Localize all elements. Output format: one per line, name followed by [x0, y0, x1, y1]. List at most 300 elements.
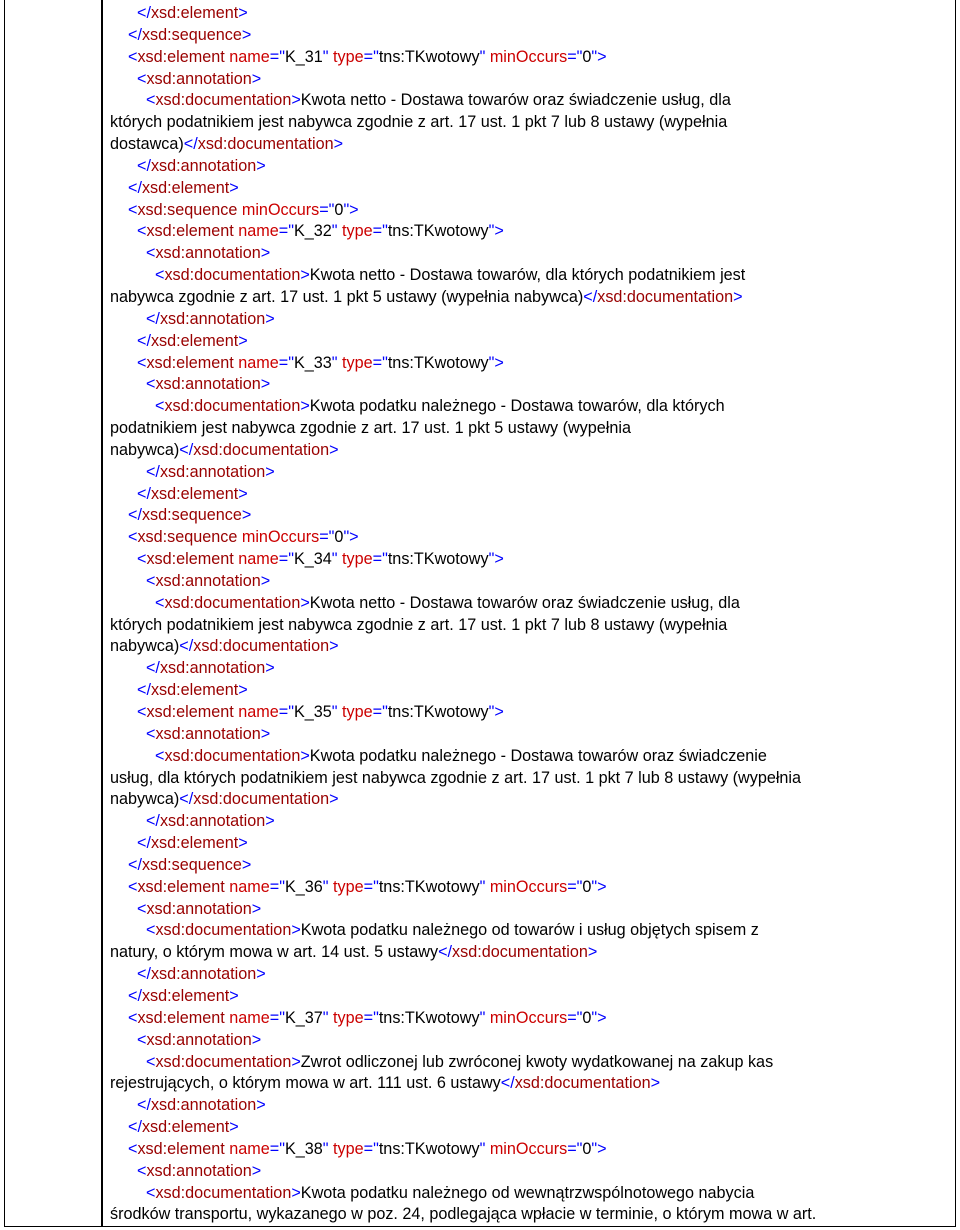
xml-bracket: </ — [110, 812, 160, 831]
xml-text: K_35 — [293, 703, 332, 721]
xml-bracket: </ — [110, 4, 151, 22]
xml-text: tns:TKwotowy — [387, 353, 489, 372]
xml-tag-name: xsd:documentation — [164, 746, 301, 765]
xml-text: K_33 — [293, 353, 332, 372]
xml-bracket: > — [256, 156, 266, 175]
xml-bracket: "> — [591, 47, 607, 66]
xml-bracket: < — [110, 397, 165, 416]
xml-tag-name: xsd:documentation — [514, 1074, 651, 1093]
xml-bracket: < — [110, 1183, 156, 1202]
code-line — [110, 178, 952, 200]
xml-bracket: </ — [179, 790, 194, 809]
xml-attribute-name: name — [233, 550, 279, 569]
xml-bracket: "> — [488, 550, 504, 569]
xml-attribute-name: name — [224, 877, 270, 896]
code-line — [110, 615, 952, 637]
xml-bracket: </ — [110, 659, 160, 678]
xml-tag-name: xsd:element — [150, 681, 239, 700]
xml-text: natury, o którym mowa w art. 14 ust. 5 ustawy — [110, 943, 439, 962]
xml-attribute-name: name — [233, 222, 279, 241]
xml-attribute-name: type — [337, 222, 373, 241]
xml-bracket: > — [260, 375, 271, 394]
xml-text: których podatnikiem jest nabywca zgodnie z art. 17 ust. 1 pkt 7 lub 8 ustawy (wypełnia — [110, 113, 728, 132]
xml-bracket: > — [587, 943, 598, 962]
code-line — [110, 899, 952, 921]
xml-text: Kwota podatku należnego - Dostawa towarów oraz świadczenie — [309, 746, 767, 765]
xml-tag-name: xsd:element — [146, 703, 234, 721]
xml-bracket: </ — [500, 1074, 515, 1093]
xml-attribute-name: name — [224, 47, 270, 66]
xml-bracket: =" — [372, 703, 388, 721]
xml-bracket: " — [479, 1008, 486, 1027]
xml-bracket: </ — [110, 156, 151, 175]
xml-bracket: > — [241, 506, 252, 525]
code-line — [110, 724, 952, 746]
code-line — [110, 527, 952, 549]
xml-attribute-name: type — [337, 550, 373, 569]
xml-bracket: < — [110, 1052, 156, 1071]
xml-tag-name: xsd:element — [150, 331, 239, 350]
xml-tag-name: xsd:annotation — [146, 69, 252, 88]
xml-bracket: =" — [372, 550, 388, 569]
xml-tag-name: xsd:documentation — [197, 135, 334, 154]
xml-bracket: > — [260, 571, 271, 590]
xml-bracket: "> — [591, 877, 607, 896]
xml-bracket: < — [110, 746, 165, 765]
xml-tag-name: xsd:element — [146, 353, 234, 372]
code-line — [110, 353, 952, 375]
code-line — [110, 134, 952, 156]
xml-text: tns:TKwotowy — [387, 550, 489, 569]
xml-bracket: < — [110, 1008, 138, 1027]
xml-bracket: " — [331, 222, 338, 241]
xml-bracket: " — [331, 353, 338, 372]
code-line — [110, 1204, 952, 1226]
xml-attribute-name: type — [328, 1139, 364, 1158]
xml-bracket: "> — [343, 200, 359, 219]
xml-bracket: =" — [567, 1008, 583, 1027]
code-line — [110, 855, 952, 877]
xml-bracket: < — [110, 1161, 147, 1180]
xml-bracket: </ — [110, 462, 160, 481]
xml-attribute-name: type — [337, 353, 373, 372]
xml-text: K_37 — [284, 1008, 323, 1027]
xml-attribute-name: minOccurs — [485, 1008, 568, 1027]
code-line — [110, 1161, 952, 1183]
xml-text: K_38 — [284, 1139, 323, 1158]
xml-bracket: > — [229, 986, 239, 1005]
code-line — [110, 221, 952, 243]
xml-bracket: =" — [269, 1008, 285, 1027]
xml-bracket: </ — [110, 855, 142, 874]
xml-tag-name: xsd:documentation — [193, 440, 330, 459]
xml-text: Kwota podatku należnego od wewnątrzwspólnotowego nabycia — [300, 1183, 755, 1202]
xml-attribute-name: minOccurs — [237, 528, 320, 547]
xml-bracket: =" — [372, 222, 388, 241]
xml-text: Kwota netto - Dostawa towarów, dla których podatnikiem jest — [309, 266, 746, 285]
code-line — [110, 1008, 952, 1030]
xml-bracket: " — [331, 550, 338, 569]
xml-bracket: "> — [591, 1008, 607, 1027]
code-line — [110, 811, 952, 833]
xml-text: Kwota netto - Dostawa towarów oraz świadczenie usług, dla — [300, 91, 731, 110]
xml-bracket: < — [110, 69, 147, 88]
xml-bracket: =" — [269, 47, 285, 66]
xml-bracket: " — [479, 47, 486, 66]
xml-text: tns:TKwotowy — [378, 1008, 480, 1027]
xml-tag-name: xsd:annotation — [159, 309, 266, 328]
xml-bracket: =" — [567, 47, 583, 66]
xml-text: których podatnikiem jest nabywca zgodnie z art. 17 ust. 1 pkt 7 lub 8 ustawy (wypełnia — [110, 615, 728, 634]
xml-tag-name: xsd:annotation — [155, 244, 261, 263]
xml-bracket: > — [333, 135, 344, 154]
xml-bracket: > — [300, 593, 310, 612]
xml-text: K_32 — [293, 222, 332, 241]
code-line — [110, 789, 952, 811]
xml-bracket: > — [329, 790, 339, 809]
xml-text: nabywca) — [110, 637, 180, 656]
xml-tag-name: xsd:annotation — [155, 375, 261, 394]
xml-text: 0 — [582, 1139, 592, 1158]
code-line — [110, 1183, 952, 1205]
xml-bracket: > — [265, 309, 275, 328]
xml-bracket: < — [110, 353, 147, 372]
xml-tag-name: xsd:documentation — [164, 593, 301, 612]
xml-bracket: > — [238, 681, 248, 700]
xml-tag-name: xsd:sequence — [141, 855, 242, 874]
code-line — [110, 3, 952, 25]
xml-bracket: </ — [110, 965, 151, 984]
xml-attribute-name: name — [233, 353, 279, 372]
xml-text: K_36 — [284, 877, 323, 896]
xml-text: Zwrot odliczonej lub zwróconej kwoty wydatkowanej na zakup kas — [300, 1052, 774, 1071]
xml-bracket: </ — [110, 681, 151, 700]
xml-bracket: </ — [110, 331, 151, 350]
xml-attribute-name: type — [328, 1008, 364, 1027]
code-line — [110, 47, 952, 69]
xml-tag-name: xsd:documentation — [155, 1052, 292, 1071]
xml-bracket: </ — [110, 25, 142, 44]
xml-bracket: > — [329, 637, 339, 656]
xml-tag-name: xsd:sequence — [137, 528, 238, 547]
xml-tag-name: xsd:element — [150, 484, 239, 503]
xml-text: nabywca zgodnie z art. 17 ust. 1 pkt 5 ustawy (wypełnia nabywca) — [110, 287, 584, 306]
xml-text: 0 — [582, 47, 592, 66]
xml-bracket: > — [251, 1030, 262, 1049]
xml-tag-name: xsd:element — [146, 222, 234, 241]
xml-text: usług, dla których podatnikiem jest nabywca zgodnie z art. 17 ust. 1 pkt 7 lub 8 ustawy (wypełnia — [110, 768, 802, 787]
code-line — [110, 265, 952, 287]
xml-bracket: </ — [110, 506, 142, 525]
code-line — [110, 877, 952, 899]
xml-bracket: " — [479, 877, 486, 896]
xml-tag-name: xsd:documentation — [164, 266, 301, 285]
xml-bracket: =" — [363, 877, 379, 896]
xml-tag-name: xsd:sequence — [141, 25, 242, 44]
xml-attribute-name: name — [233, 703, 279, 721]
xml-tag-name: xsd:documentation — [155, 91, 292, 110]
xml-tag-name: xsd:documentation — [164, 397, 301, 416]
xml-bracket: > — [733, 287, 743, 306]
xml-bracket: > — [251, 899, 262, 918]
xml-bracket: > — [256, 1096, 266, 1115]
xml-bracket: > — [291, 1183, 301, 1202]
code-line — [110, 156, 952, 178]
xml-bracket: < — [110, 921, 156, 940]
xml-bracket: < — [110, 1030, 147, 1049]
xml-attribute-name: name — [224, 1139, 270, 1158]
xml-text: rejestrujących, o którym mowa w art. 111 ust. 6 ustawy — [110, 1074, 501, 1093]
xml-tag-name: xsd:element — [137, 877, 225, 896]
code-line — [110, 1139, 952, 1161]
xml-bracket: > — [260, 724, 271, 743]
xml-attribute-name: name — [224, 1008, 270, 1027]
left-column-cell — [4, 0, 102, 1227]
xml-bracket: "> — [343, 528, 359, 547]
xml-bracket: < — [110, 375, 156, 394]
xml-bracket: < — [110, 550, 147, 569]
xml-bracket: > — [265, 462, 275, 481]
code-line — [110, 702, 952, 724]
xml-tag-name: xsd:documentation — [155, 921, 292, 940]
code-line — [110, 920, 952, 942]
code-line — [110, 90, 952, 112]
xsd-code-listing — [110, 3, 952, 1226]
code-line — [110, 658, 952, 680]
xml-text: nabywca) — [110, 790, 180, 809]
code-line — [110, 112, 952, 134]
xml-bracket: < — [110, 47, 138, 66]
xml-bracket: =" — [567, 877, 583, 896]
xml-tag-name: xsd:element — [137, 47, 225, 66]
xml-text: Kwota podatku należnego - Dostawa towarów, dla których — [309, 397, 725, 416]
xml-bracket: < — [110, 571, 156, 590]
xml-tag-name: xsd:element — [137, 1008, 225, 1027]
code-line — [110, 571, 952, 593]
xml-attribute-name: minOccurs — [485, 47, 568, 66]
xml-bracket: </ — [583, 287, 598, 306]
xml-tag-name: xsd:annotation — [155, 571, 261, 590]
xml-bracket: " — [322, 1139, 329, 1158]
xml-bracket: < — [110, 1139, 138, 1158]
code-line — [110, 680, 952, 702]
xml-tag-name: xsd:element — [150, 4, 239, 22]
xml-bracket: =" — [363, 1008, 379, 1027]
xml-text: tns:TKwotowy — [378, 877, 480, 896]
code-line — [110, 374, 952, 396]
xml-attribute-name: type — [337, 703, 373, 721]
xml-bracket: < — [110, 91, 156, 110]
xml-bracket: =" — [319, 528, 335, 547]
code-line — [110, 331, 952, 353]
code-line — [110, 69, 952, 91]
xml-bracket: > — [241, 855, 252, 874]
xml-bracket: </ — [110, 834, 151, 853]
xml-bracket: > — [300, 266, 310, 285]
xml-bracket: </ — [179, 637, 194, 656]
xml-bracket: < — [110, 703, 147, 721]
xml-bracket: > — [229, 178, 239, 197]
xml-bracket: > — [238, 834, 248, 853]
code-line — [110, 1030, 952, 1052]
xml-tag-name: xsd:annotation — [159, 462, 266, 481]
xml-text: 0 — [334, 528, 344, 547]
code-line — [110, 505, 952, 527]
xml-tag-name: xsd:annotation — [146, 899, 252, 918]
xml-tag-name: xsd:documentation — [597, 287, 734, 306]
xml-tag-name: xsd:element — [141, 986, 230, 1005]
xml-text: 0 — [334, 200, 344, 219]
xml-bracket: > — [291, 921, 301, 940]
xml-text: K_31 — [284, 47, 323, 66]
xml-bracket: > — [291, 91, 301, 110]
xml-bracket: > — [300, 746, 310, 765]
xml-attribute-name: type — [328, 47, 364, 66]
code-line — [110, 25, 952, 47]
xml-bracket: < — [110, 528, 138, 547]
xml-bracket: > — [251, 69, 262, 88]
xml-bracket: "> — [591, 1139, 607, 1158]
xml-bracket: =" — [363, 1139, 379, 1158]
xml-text: tns:TKwotowy — [378, 47, 480, 66]
xml-bracket: </ — [183, 135, 198, 154]
xml-tag-name: xsd:sequence — [137, 200, 238, 219]
xml-bracket: </ — [438, 943, 453, 962]
xml-bracket: < — [110, 899, 147, 918]
xml-bracket: </ — [179, 440, 194, 459]
xml-tag-name: xsd:documentation — [193, 637, 330, 656]
xml-bracket: =" — [269, 1139, 285, 1158]
xml-bracket: < — [110, 222, 147, 241]
xml-tag-name: xsd:annotation — [150, 156, 257, 175]
code-line — [110, 418, 952, 440]
xml-bracket: < — [110, 244, 156, 263]
xml-attribute-name: minOccurs — [485, 1139, 568, 1158]
xml-tag-name: xsd:annotation — [146, 1030, 252, 1049]
code-line — [110, 964, 952, 986]
xml-tag-name: xsd:annotation — [146, 1161, 252, 1180]
xml-tag-name: xsd:element — [146, 550, 234, 569]
xml-tag-name: xsd:annotation — [159, 812, 266, 831]
xml-bracket: < — [110, 200, 138, 219]
xml-bracket: "> — [488, 353, 504, 372]
xml-text: nabywca) — [110, 440, 180, 459]
xml-text: Kwota netto - Dostawa towarów oraz świadczenie usług, dla — [309, 593, 740, 612]
xml-bracket: " — [322, 877, 329, 896]
xml-bracket: > — [229, 1118, 239, 1137]
code-line — [110, 986, 952, 1008]
xml-tag-name: xsd:documentation — [193, 790, 330, 809]
code-line — [110, 593, 952, 615]
xml-text: tns:TKwotowy — [387, 222, 489, 241]
xml-bracket: > — [650, 1074, 661, 1093]
xml-tag-name: xsd:element — [150, 834, 239, 853]
xml-tag-name: xsd:annotation — [155, 724, 261, 743]
code-line — [110, 1095, 952, 1117]
xml-bracket: =" — [567, 1139, 583, 1158]
xml-attribute-name: minOccurs — [485, 877, 568, 896]
xml-bracket: > — [238, 331, 248, 350]
code-line — [110, 833, 952, 855]
xml-bracket: </ — [110, 178, 142, 197]
xml-bracket: > — [265, 659, 275, 678]
xml-bracket: =" — [278, 222, 294, 241]
code-line — [110, 243, 952, 265]
xml-bracket: "> — [488, 703, 504, 721]
code-line — [110, 200, 952, 222]
xml-tag-name: xsd:documentation — [155, 1183, 292, 1202]
xml-bracket: </ — [110, 309, 160, 328]
xml-bracket: > — [251, 1161, 262, 1180]
xml-bracket: =" — [278, 703, 294, 721]
xml-bracket: < — [110, 724, 156, 743]
xml-attribute-name: minOccurs — [237, 200, 320, 219]
xml-bracket: > — [329, 440, 339, 459]
xml-bracket: </ — [110, 1118, 142, 1137]
code-line — [110, 549, 952, 571]
xml-bracket: " — [322, 1008, 329, 1027]
xml-text: środków transportu, wykazanego w poz. 24, podlegająca wpłacie w terminie, o którym mowa w art. — [110, 1205, 817, 1224]
xml-bracket: " — [331, 703, 338, 721]
xml-text: 0 — [582, 877, 592, 896]
xml-bracket: </ — [110, 986, 142, 1005]
xml-text: Kwota podatku należnego od towarów i usług objętych spisem z — [300, 921, 759, 940]
code-line — [110, 636, 952, 658]
xml-text: K_34 — [293, 550, 332, 569]
xml-bracket: > — [291, 1052, 301, 1071]
xml-bracket: > — [238, 484, 248, 503]
xml-bracket: =" — [269, 877, 285, 896]
code-line — [110, 1117, 952, 1139]
xml-bracket: > — [241, 25, 252, 44]
code-line — [110, 484, 952, 506]
xml-bracket: > — [256, 965, 266, 984]
code-line — [110, 1073, 952, 1095]
xml-bracket: > — [260, 244, 271, 263]
xml-bracket: =" — [372, 353, 388, 372]
code-line — [110, 942, 952, 964]
xml-text: podatnikiem jest nabywca zgodnie z art. 17 ust. 1 pkt 5 ustawy (wypełnia — [110, 419, 631, 438]
xml-bracket: "> — [488, 222, 504, 241]
xml-text: tns:TKwotowy — [378, 1139, 480, 1158]
xml-bracket: =" — [363, 47, 379, 66]
code-line — [110, 1052, 952, 1074]
xml-bracket: =" — [278, 550, 294, 569]
xml-attribute-name: type — [328, 877, 364, 896]
xml-text: 0 — [582, 1008, 592, 1027]
xml-tag-name: xsd:sequence — [141, 506, 242, 525]
xml-text: tns:TKwotowy — [387, 703, 489, 721]
xml-bracket: =" — [278, 353, 294, 372]
xml-bracket: > — [238, 4, 248, 22]
xml-tag-name: xsd:annotation — [159, 659, 266, 678]
xml-bracket: " — [479, 1139, 486, 1158]
code-line — [110, 462, 952, 484]
xml-bracket: </ — [110, 484, 151, 503]
xml-bracket: > — [265, 812, 275, 831]
xml-tag-name: xsd:documentation — [452, 943, 588, 962]
xml-bracket: < — [110, 266, 165, 285]
code-line — [110, 396, 952, 418]
xml-bracket: =" — [319, 200, 335, 219]
xml-tag-name: xsd:element — [141, 178, 230, 197]
xml-tag-name: xsd:element — [141, 1118, 230, 1137]
code-line — [110, 309, 952, 331]
code-line — [110, 768, 952, 790]
xml-text: dostawca) — [110, 135, 184, 154]
xml-bracket: </ — [110, 1096, 151, 1115]
xml-tag-name: xsd:annotation — [150, 1096, 257, 1115]
